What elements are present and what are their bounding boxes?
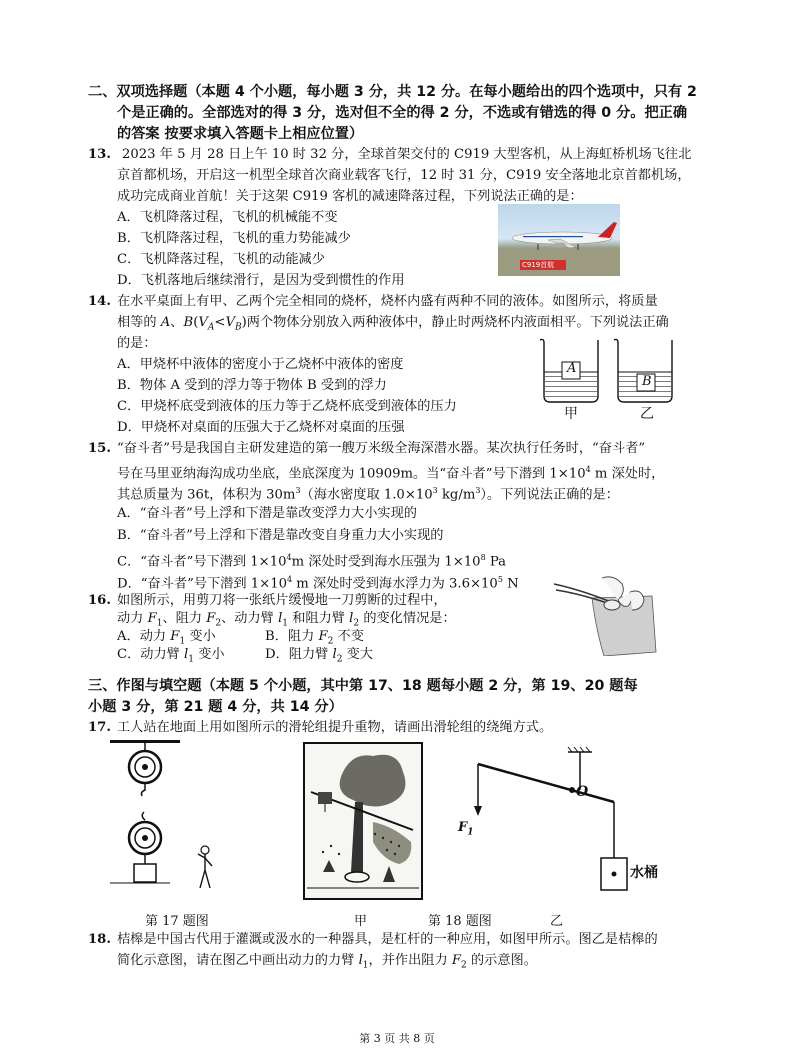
q14-option-c: C．甲烧杯底受到液体的压力等于乙烧杯底受到液体的压力 — [117, 399, 457, 414]
q13-option-a: A．飞机降落过程，飞机的机械能不变 — [117, 210, 338, 225]
weight-box — [134, 864, 156, 882]
q15-option-d: D．“奋斗者”号下潜到 $1\times 10^4$ m 深处时受到海水浮力为 $3.6\times 10^5$ N — [117, 575, 519, 592]
q15-number: 15. — [88, 441, 111, 456]
q18-text-line-2: 简化示意图，请在图乙中画出动力的力臂 $l_1$，并作出阻力 $F_2$ 的示意图。 — [117, 953, 537, 971]
q16-option-a: A．动力 $F_1$ 变小 — [117, 629, 216, 647]
figure-17-caption: 第 17 题图 — [145, 914, 209, 929]
beaker-object-a-label: A — [567, 361, 577, 376]
q14-text-line-2: 相等的 A、$B(V_A<V_B)$两个物体分别放入两种液体中，静止时两烧杯内液面相平。下列说法正确 — [117, 315, 669, 333]
pivot-label-o: O — [576, 784, 589, 800]
airplane-icon — [498, 204, 620, 276]
page-footer: 第 3 页 共 8 页 — [359, 1032, 435, 1045]
scissors-cutting-paper-figure — [552, 570, 660, 656]
q15-text-line-3: 其总质量为 36t，体积为 $30m^3$（海水密度取 $1.0\times 10^3$ $kg/m^3$）。下列说法正确的是： — [117, 486, 619, 503]
q14-option-b: B．物体 A 受到的浮力等于物体 B 受到的浮力 — [117, 378, 387, 393]
section-2-heading-line-2: 个是正确的。全部选对的得 3 分，选对但不全的得 2 分，不选或有错选的得 0 分。把正确 — [117, 105, 688, 121]
beakers-figure — [530, 334, 680, 424]
ceiling — [110, 740, 180, 743]
figure-18-label-jia: 甲 — [354, 914, 368, 929]
q13-text-line-2: 京首都机场，开启这一机型全球首次商业载客飞行，12 时 31 分，C919 安全落地北京首都机场， — [117, 168, 691, 183]
bucket-label: 水桶 — [630, 865, 658, 881]
pivot-point — [569, 787, 575, 793]
figure-18-caption: 第 18 题图 — [428, 914, 492, 929]
photo-banner-text: C919首航 — [522, 261, 555, 269]
figure-18-label-yi: 乙 — [550, 914, 564, 929]
section-3-heading-line-2: 小题 3 分，第 21 题 4 分，共 14 分） — [88, 699, 343, 715]
q17-text-line-1: 工人站在地面上用如图所示的滑轮组提升重物，请画出滑轮组的绕绳方式。 — [117, 720, 553, 735]
section-3-heading-line-1: 三、作图与填空题（本题 5 个小题，其中第 17、18 题每小题 2 分，第 19、20 题每 — [88, 678, 638, 694]
q13-option-c: C．飞机降落过程，飞机的动能减少 — [117, 252, 325, 267]
q13-option-d: D．飞机落地后继续滑行，是因为受到惯性的作用 — [117, 273, 405, 288]
lever-bar — [478, 764, 614, 802]
q16-number: 16. — [88, 593, 111, 608]
beaker-object-b-label: B — [642, 374, 652, 389]
q14-text-line-3: 的是： — [117, 336, 157, 351]
q14-text-line-1: 在水平桌面上有甲、乙两个完全相同的烧杯，烧杯内盛有两种不同的液体。如图所示，将质量 — [117, 294, 658, 309]
q14-number: 14. — [88, 294, 111, 309]
q16-option-d: D．阻力臂 $l_2$ 变大 — [265, 647, 374, 665]
q15-option-a: A．“奋斗者”号上浮和下潜是靠改变浮力大小实现的 — [117, 506, 417, 521]
beaker-label-jia: 甲 — [564, 406, 578, 422]
q13-text-line-1: 2023 年 5 月 28 日上午 10 时 32 分，全球首架交付的 C919 大型客机，从上海虹桥机场飞往北 — [122, 147, 692, 162]
pulley-system-figure — [110, 740, 230, 900]
q13-number: 13. — [88, 147, 111, 162]
section-2-heading-line-3: 的答案 按要求填入答题卡上相应位置） — [117, 126, 364, 142]
beaker-label-yi: 乙 — [640, 406, 654, 422]
beaker-yi — [614, 339, 672, 402]
section-2-heading-line-1: 二、双项选择题（本题 4 个小题，每小题 3 分，共 12 分。在每小题给出的四个选项中，只有 2 — [88, 84, 697, 100]
q13-text-line-3: 成功完成商业首航！关于这架 C919 客机的减速降落过程，下列说法正确的是： — [117, 189, 583, 204]
force-label-f1: $F_1$ — [458, 820, 474, 838]
q18-text-line-1: 桔槔是中国古代用于灌溉或汲水的一种器具，是杠杆的一种应用，如图甲所示。图乙是桔槔的 — [117, 932, 658, 947]
q15-option-c: C．“奋斗者”号下潜到 $1\times 10^4m$ 深处时受到海水压强为 $1\times 10^8$ Pa — [117, 553, 507, 570]
q15-option-b: B．“奋斗者”号上浮和下潜是靠改变自身重力大小实现的 — [117, 528, 444, 543]
q14-option-d: D．甲烧杯对桌面的压强大于乙烧杯对桌面的压强 — [117, 420, 405, 435]
shadoof-woodcut-figure — [303, 742, 423, 900]
c919-airplane-photo — [498, 204, 620, 276]
q16-text-line-1: 如图所示，用剪刀将一张纸片缓慢地一刀剪断的过程中， — [117, 593, 447, 608]
q13-option-b: B．飞机降落过程，飞机的重力势能减少 — [117, 231, 351, 246]
q18-number: 18. — [88, 932, 111, 947]
q16-option-b: B．阻力 $F_2$ 不变 — [265, 629, 364, 647]
q16-text-line-2: 动力 $F_1$、阻力 $F_2$、动力臂 $l_1$ 和阻力臂 $l_2$ 的变化情况是： — [117, 611, 456, 629]
q15-text-line-1: “奋斗者”号是我国自主研发建造的第一艘万米级全海深潜水器。某次执行任务时，“奋斗者” — [117, 441, 646, 456]
q16-option-c: C．动力臂 $l_1$ 变小 — [117, 647, 225, 665]
worker-figure — [198, 846, 212, 888]
q14-option-a: A．甲烧杯中液体的密度小于乙烧杯中液体的密度 — [117, 357, 404, 372]
q15-text-line-2: 号在马里亚纳海沟成功坐底，坐底深度为 10909m。当“奋斗者”号下潜到 $1\times 10^4$ m 深处时， — [117, 465, 665, 482]
q17-number: 17. — [88, 720, 111, 735]
